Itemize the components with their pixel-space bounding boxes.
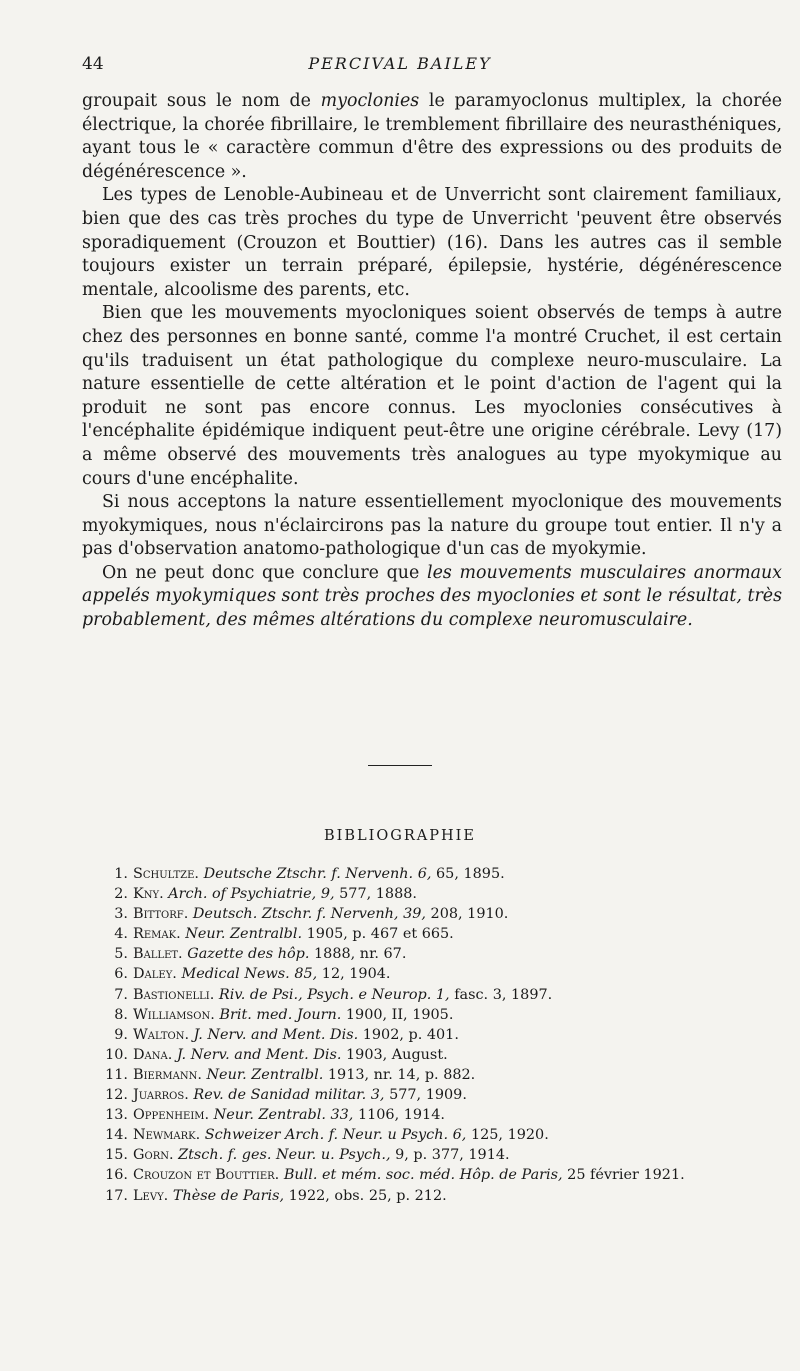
entry-journal: Medical News. bbox=[181, 966, 290, 983]
entry-number: 6. bbox=[114, 966, 128, 983]
entry-author: Newmark. bbox=[133, 1127, 201, 1144]
entry-number: 12. bbox=[105, 1087, 128, 1104]
paragraph-5 bbox=[82, 562, 782, 633]
body-text bbox=[82, 90, 782, 633]
entry-journal: Bull. et mém. soc. méd. Hôp. de Paris, bbox=[283, 1167, 563, 1184]
bibliography-entry bbox=[104, 985, 784, 1005]
entry-number: 8. bbox=[114, 1006, 128, 1023]
bibliography-entry bbox=[104, 1065, 784, 1085]
entry-details: 1888, nr. 67. bbox=[314, 946, 407, 963]
entry-details: 577, 1909. bbox=[384, 1087, 467, 1104]
entry-volume: 1, bbox=[435, 986, 450, 1003]
bibliography-entry bbox=[104, 944, 784, 964]
entry-author: Levy. bbox=[133, 1187, 169, 1204]
entry-journal: Ztsch. f. ges. Neur. u. Psych., bbox=[178, 1147, 391, 1164]
entry-author: Walton. bbox=[133, 1026, 190, 1043]
entry-journal: Neur. Zentralbl. bbox=[206, 1066, 324, 1083]
section-divider bbox=[368, 765, 432, 766]
entry-details: 65, 1895. bbox=[431, 866, 505, 882]
entry-author: Gorn. bbox=[133, 1147, 174, 1164]
bibliography-entry bbox=[104, 964, 784, 984]
entry-volume: 39, bbox=[403, 906, 426, 923]
bibliography-entry bbox=[104, 884, 784, 904]
entry-details: 1922, obs. 25, p. 212. bbox=[288, 1187, 447, 1204]
entry-number: 1. bbox=[114, 866, 128, 882]
entry-volume: 6, bbox=[417, 866, 432, 882]
entry-journal: Deutsche Ztschr. f. Nervenh. bbox=[203, 866, 414, 882]
entry-number: 15. bbox=[105, 1147, 128, 1164]
entry-volume: 3, bbox=[370, 1087, 385, 1104]
entry-number: 13. bbox=[105, 1107, 128, 1124]
paragraph-1-rest: le paramyoclonus multiplex, la chorée électrique, la chorée fibrillaire, le tremblement fibrillaire des neurasthéniques, ayant tous le « caractère commun d'être des expressions ou des produits de dégénérescence ». bbox=[82, 91, 783, 182]
entry-journal: Gazette des hôp. bbox=[187, 946, 310, 963]
bibliography-title: BIBLIOGRAPHIE bbox=[324, 828, 476, 844]
entry-author: Daley. bbox=[133, 966, 177, 983]
entry-author: Bastionelli. bbox=[133, 986, 215, 1003]
entry-number: 10. bbox=[105, 1046, 128, 1063]
bibliography-entry bbox=[104, 1085, 784, 1105]
entry-details: 577, 1888. bbox=[334, 886, 417, 903]
entry-number: 7. bbox=[114, 986, 128, 1003]
bibliography-entry bbox=[104, 864, 784, 884]
bibliography-entry bbox=[104, 1165, 784, 1185]
entry-journal: Riv. de Psi., Psych. e Neurop. bbox=[218, 986, 432, 1003]
entry-journal: Schweizer Arch. f. Neur. u Psych. bbox=[204, 1127, 449, 1144]
entry-author: Bittorf. bbox=[133, 906, 189, 923]
entry-author: Oppenheim. bbox=[133, 1107, 210, 1124]
entry-number: 11. bbox=[105, 1066, 128, 1083]
paragraph-2: Les types de Lenoble-Aubineau et de Unverricht sont clairement familiaux, bien que des cas très proches du type de Unverricht 'peuvent être observés sporadiquement (Crouzon et Bouttier) (16). Dans les autres cas il semble toujours exister un terrain préparé, épilepsie, hystérie, dégénérescence mentale, alcoolisme des parents, etc. bbox=[82, 185, 782, 300]
entry-journal: Arch. of Psychiatrie, bbox=[168, 886, 317, 903]
entry-number: 3. bbox=[114, 906, 128, 923]
entry-details: fasc. 3, 1897. bbox=[449, 986, 553, 1003]
entry-author: Biermann. bbox=[133, 1066, 202, 1083]
running-head: PERCIVAL BAILEY bbox=[308, 54, 492, 73]
entry-author: Remak. bbox=[133, 926, 181, 943]
entry-details: 208, 1910. bbox=[425, 906, 509, 923]
entry-details: 25 février 1921. bbox=[567, 1167, 685, 1184]
bibliography-entry bbox=[104, 904, 784, 924]
entry-details: 1106, 1914. bbox=[353, 1107, 445, 1124]
bibliography-entry bbox=[104, 1045, 784, 1065]
bibliography-list bbox=[104, 864, 784, 1206]
paragraph-1-start: groupait sous le nom de bbox=[82, 91, 321, 111]
entry-author: Schultze. bbox=[133, 866, 199, 882]
entry-details: 1913, nr. 14, p. 882. bbox=[327, 1066, 476, 1083]
entry-number: 14. bbox=[105, 1127, 128, 1144]
entry-journal: Rev. de Sanidad militar. bbox=[193, 1087, 367, 1104]
entry-author: Dana. bbox=[133, 1046, 173, 1063]
entry-number: 9. bbox=[114, 1026, 128, 1043]
entry-journal: Deutsch. Ztschr. f. Nervenh, bbox=[192, 906, 399, 923]
page-number: 44 bbox=[82, 54, 104, 74]
conclusion-italic: les mouvements musculaires anormaux appelés myokymiques sont très proches des myoclonies et sont le résultat, très probablement, des mêmes altérations du complexe neuromusculaire. bbox=[82, 562, 782, 631]
paragraph-1 bbox=[82, 90, 782, 184]
entry-details: 125, 1920. bbox=[466, 1127, 549, 1144]
bibliography-entry bbox=[104, 1145, 784, 1165]
entry-journal: Brit. med. Journ. bbox=[219, 1006, 342, 1023]
entry-details: 12, 1904. bbox=[317, 966, 391, 983]
entry-volume: 9, bbox=[320, 886, 335, 903]
entry-author: Juarros. bbox=[133, 1087, 189, 1104]
entry-number: 5. bbox=[114, 946, 128, 963]
entry-number: 2. bbox=[114, 886, 128, 903]
entry-details: 1900, II, 1905. bbox=[345, 1006, 454, 1023]
paragraph-3: Bien que les mouvements myocloniques soient observés de temps à autre chez des personnes en bonne santé, comme l'a montré Cruchet, il est certain qu'ils traduisent un état pathologique du complexe neuro-musculaire. La nature essentielle de cette altération et le point d'action de l'agent qui la produit ne sont pas encore connus. Les myoclonies consécutives à l'encéphalite épidémique indiquent peut-être une origine cérébrale. Levy (17) a même observé des mouvements très analogues au type myokymique au cours d'une encéphalite. bbox=[82, 303, 782, 489]
bibliography-entry bbox=[104, 1105, 784, 1125]
entry-volume: 6, bbox=[452, 1127, 467, 1144]
page-header bbox=[0, 54, 800, 78]
entry-number: 17. bbox=[105, 1187, 128, 1204]
entry-volume: 33, bbox=[330, 1107, 354, 1124]
entry-author: Kny. bbox=[133, 886, 164, 903]
entry-journal: J. Nerv. and Ment. Dis. bbox=[176, 1046, 342, 1063]
entry-details: 1903, August. bbox=[346, 1046, 448, 1063]
bibliography-entry bbox=[104, 1125, 784, 1145]
paragraph-5-start: On ne peut donc que conclure que bbox=[102, 562, 428, 583]
entry-journal: Thèse de Paris, bbox=[172, 1187, 285, 1204]
paragraph-4: Si nous acceptons la nature essentiellement myoclonique des mouvements myokymiques, nous n'éclaircirons pas la nature du groupe tout entier. Il n'y a pas d'observation anatomo-pathologique d'un cas de myokymie. bbox=[82, 492, 782, 560]
bibliography-entry bbox=[104, 924, 784, 944]
entry-details: 1905, p. 467 et 665. bbox=[306, 926, 454, 943]
entry-number: 4. bbox=[114, 926, 128, 943]
entry-journal: J. Nerv. and Ment. Dis. bbox=[193, 1026, 359, 1043]
entry-details: 1902, p. 401. bbox=[362, 1026, 459, 1043]
entry-volume: 85, bbox=[294, 966, 318, 983]
entry-journal: Neur. Zentrabl. bbox=[213, 1107, 326, 1124]
bibliography-entry bbox=[104, 1025, 784, 1045]
entry-author: Crouzon et Bouttier. bbox=[133, 1167, 280, 1184]
bibliography-entry bbox=[104, 1186, 784, 1206]
entry-journal: Neur. Zentralbl. bbox=[185, 926, 303, 943]
bibliography-entry bbox=[104, 1005, 784, 1025]
entry-details: 9, p. 377, 1914. bbox=[395, 1147, 510, 1164]
entry-author: Ballet. bbox=[133, 946, 183, 963]
entry-author: Williamson. bbox=[133, 1006, 215, 1023]
entry-number: 16. bbox=[105, 1167, 128, 1184]
term-myoclonies: myoclonies bbox=[320, 91, 420, 111]
